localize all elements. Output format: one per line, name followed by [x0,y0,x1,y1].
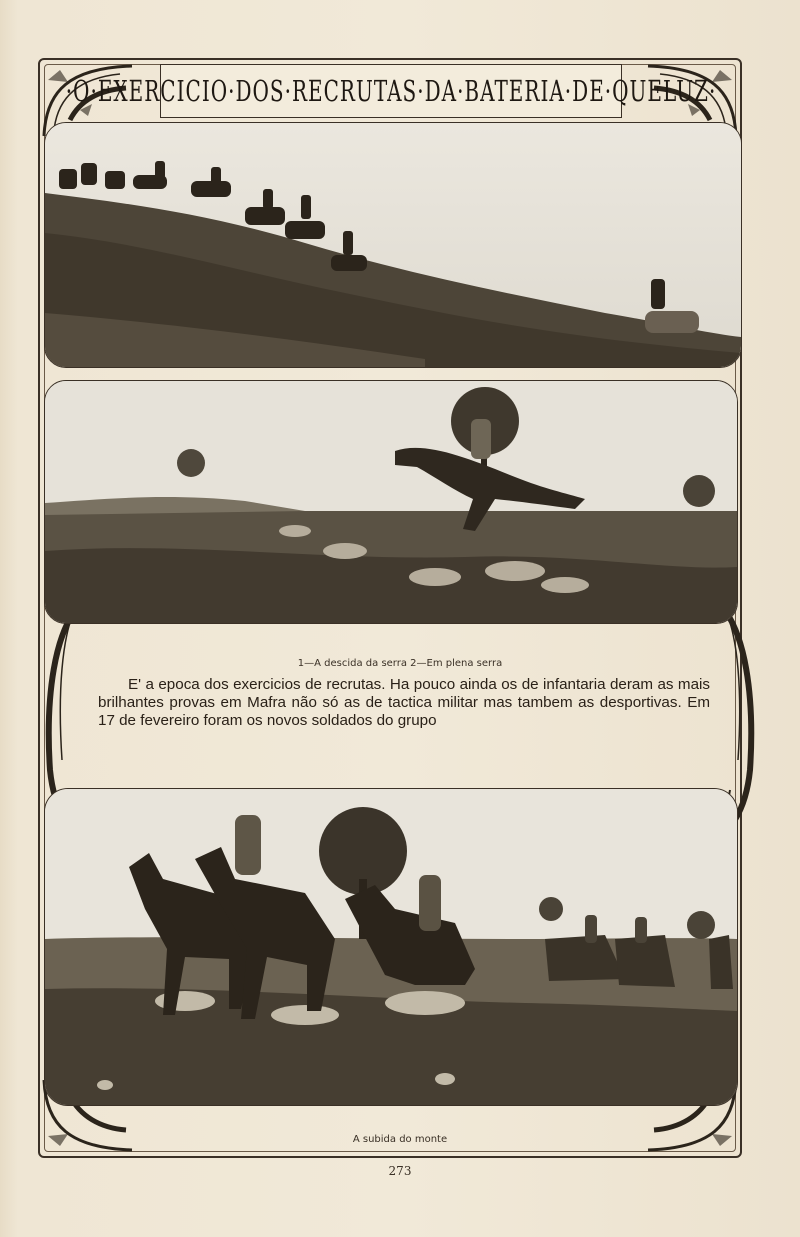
photo-ascent-of-the-hill [44,788,738,1106]
caption-photos-1-2: 1—A descida da serra 2—Em plena serra [297,658,503,669]
article-paragraph: E' a epoca dos exercicios de recrutas. Ha pouco ainda os de infantaria deram as mais brilhantes provas em Mafra não só as de tactica militar mas tambem as desportivas. Em 17 de fevereiro foram os novos soldados do grupo [98,676,710,729]
photo-in-the-mountains [44,380,738,624]
caption-photo-3: A subida do monte [352,1134,448,1145]
page-title: ·O·EXERCICIO·DOS·RECRUTAS·DA·BATERIA·DE·QUELUZ· [65,73,717,109]
title-banner [65,64,717,118]
article-text-panel [92,676,710,762]
photo-descent-of-the-mountain [44,122,742,368]
page-number: 273 [388,1164,412,1178]
